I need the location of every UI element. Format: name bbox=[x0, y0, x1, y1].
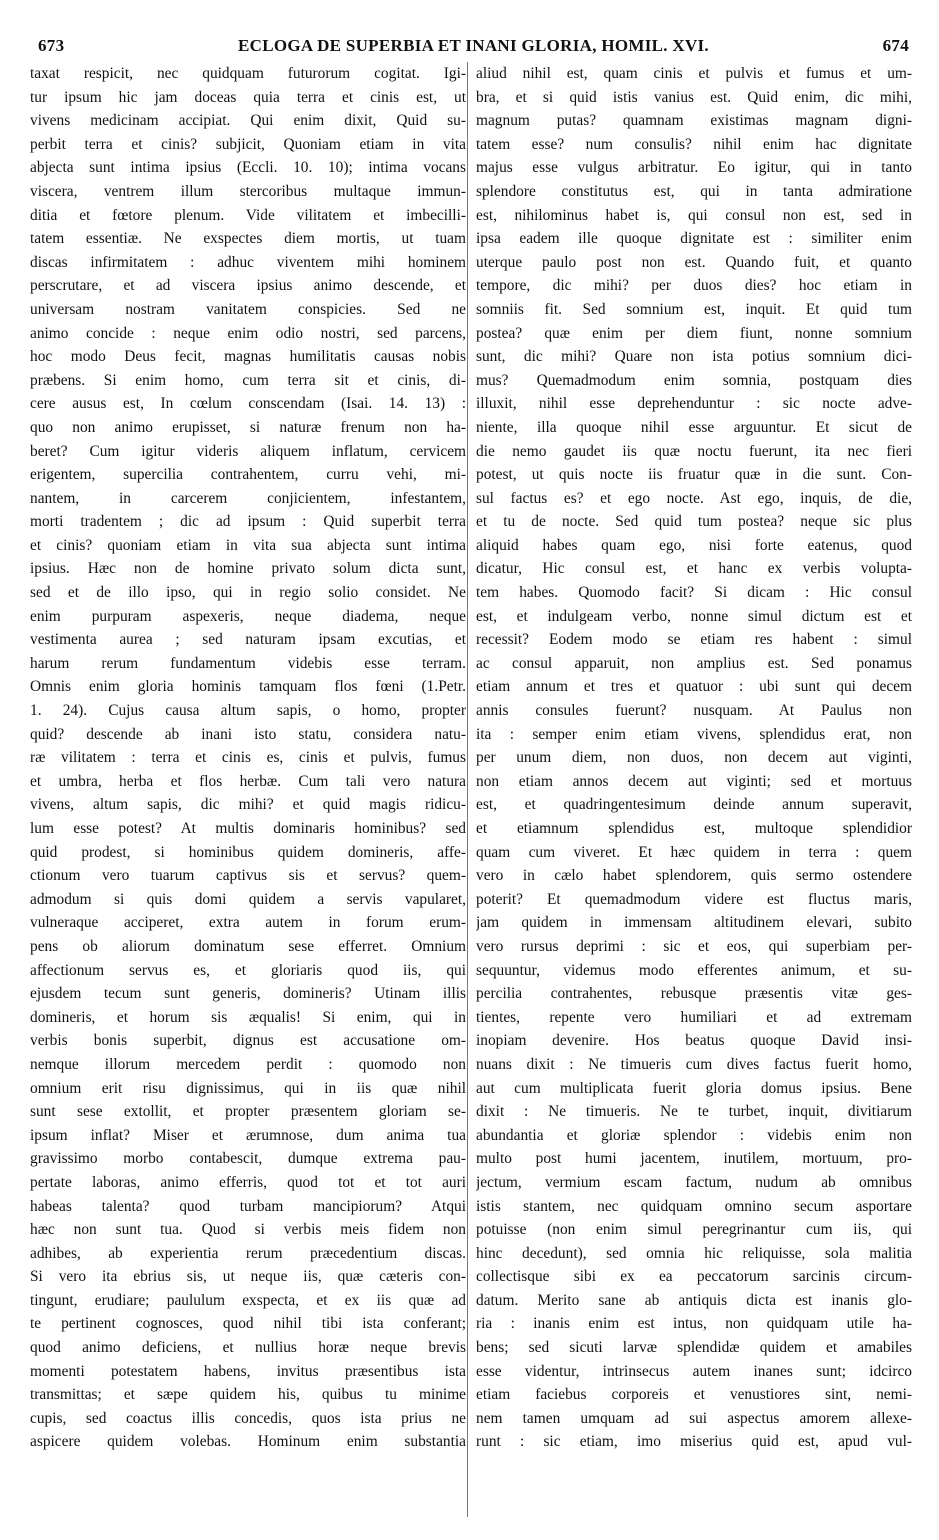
text-line: magnum putas? quamnam existimas magnam digni- bbox=[476, 112, 912, 130]
text-line: hoc modo Deus fecit, magnas humilitatis causas nobis bbox=[30, 348, 466, 366]
text-line: cere ausus est, In cœlum conscendam (Isai. 14. 13) : bbox=[30, 395, 466, 413]
text-line: datum. Merito sane ab antiquis dicta est inanis glo- bbox=[476, 1291, 912, 1309]
text-line: potuisse (non enim simul peregrinantur cum iis, qui bbox=[476, 1221, 912, 1239]
text-line: dixit : Ne timueris. Ne te turbet, inquit, divitiarum bbox=[476, 1103, 912, 1121]
text-line: gravissimo morbo contabescit, dumque extrema pau- bbox=[30, 1150, 466, 1168]
text-line: mus? Quemadmodum enim somnia, postquam dies bbox=[476, 371, 912, 389]
text-line: recessit? Eodem modo se etiam res habent : simul bbox=[476, 631, 912, 649]
text-line: percilia contrahentes, rebusque præsentis vitæ ges- bbox=[476, 985, 912, 1003]
text-line: poterit? Et quemadmodum videre est fluctus maris, bbox=[476, 890, 912, 908]
text-line: tempore, dic mihi? per duos dies? hoc etiam in bbox=[476, 277, 912, 295]
text-line: est, nihilominus habet is, qui consul non est, sed in bbox=[476, 206, 912, 224]
text-line: vivens medicinam accipiat. Qui enim dixit, Quid su- bbox=[30, 112, 466, 130]
text-line: taxat respicit, nec quidquam futurorum cogitat. Igi- bbox=[30, 65, 466, 82]
text-line: somniis fit. Sed somnium est, inquit. Et quid tum bbox=[476, 300, 912, 318]
text-line: non etiam annos decem aut viginti; sed et mortuus bbox=[476, 772, 912, 790]
column-divider bbox=[467, 62, 468, 1517]
text-line: hinc decedunt), sed omnia hic reliquisse, sola malitia bbox=[476, 1244, 912, 1262]
text-line: tatem essentiæ. Ne exspectes diem mortis, ut tuam bbox=[30, 230, 466, 248]
text-line: bra, et si quid istis vanius est. Quid enim, dic mihi, bbox=[476, 88, 912, 106]
text-line: istis stantem, nec quidquam omnino secum asportare bbox=[476, 1197, 912, 1215]
text-line: verbis bonis superbit, dignus est accusatione om- bbox=[30, 1032, 466, 1050]
text-line: dicatur, Hic consul est, et hanc ex verbis volupta- bbox=[476, 560, 912, 578]
text-line: Omnis enim gloria hominis tamquam flos fœni (1.Petr. bbox=[30, 678, 466, 696]
text-line: beret? Cum igitur videris aliquem inflatum, cervicem bbox=[30, 442, 466, 460]
text-line: est, et quadringentesimum deinde annum superavit, bbox=[476, 796, 912, 814]
text-line: habeas talenta? quod turbam mancipiorum? Atqui bbox=[30, 1197, 466, 1215]
text-line: morti tradentem ; dic ad ipsum : Quid superbit terra bbox=[30, 513, 466, 531]
left-column bbox=[30, 62, 466, 1522]
text-line: tingunt, erudiare; paululum exspecta, et ex iis quæ ad bbox=[30, 1291, 466, 1309]
text-line: vero in cælo habet splendorem, quis sermo ostendere bbox=[476, 867, 912, 885]
text-line: perbit terra et cinis? subjicit, Quoniam etiam in vita bbox=[30, 135, 466, 153]
text-line: pertate laboras, animo efferris, quod tot et tot auri bbox=[30, 1173, 466, 1191]
text-line: runt : sic etiam, imo miserius quid est, apud vul- bbox=[476, 1433, 912, 1451]
text-line: adhibes, ab experientia rerum præcedentium discas. bbox=[30, 1244, 466, 1262]
text-line: multo post humi jacentem, inutilem, mortuum, pro- bbox=[476, 1150, 912, 1168]
text-line: uterque paulo post non est. Quando fuit, et quanto bbox=[476, 253, 912, 271]
text-line: affectionum servus es, et gloriaris quod iis, qui bbox=[30, 961, 466, 979]
text-line: inopiam devenire. Hos beatus quoque David insi- bbox=[476, 1032, 912, 1050]
text-line: collectisque sibi ex ea peccatorum sarcinis circum- bbox=[476, 1268, 912, 1286]
text-line: tem habes. Quomodo facit? Si dicam : Hic consul bbox=[476, 584, 912, 602]
text-line: et umbra, herba et flos herbæ. Cum tali vero natura bbox=[30, 772, 466, 790]
text-line: vulneraque acciperet, extra autem in forum erum- bbox=[30, 914, 466, 932]
text-line: abundantia et gloriæ splendor : videbis enim non bbox=[476, 1126, 912, 1144]
text-line: etiam annum et tres et quatuor : ubi sunt qui decem bbox=[476, 678, 912, 696]
text-line: et tu de nocte. Sed quid tum postea? neque sic plus bbox=[476, 513, 912, 531]
text-line: viscera, ventrem illum stercoribus multaque immun- bbox=[30, 182, 466, 200]
text-line: et etiamnum splendidus est, multoque splendidior bbox=[476, 820, 912, 837]
text-line: universam nostram vanitatem conspicies. Sed ne bbox=[30, 300, 466, 318]
text-line: nantem, in carcerem conjicientem, infestantem, bbox=[30, 489, 466, 507]
text-line: aliquid habes quam ego, nisi forte eatenus, quod bbox=[476, 536, 912, 554]
text-line: sul factus es? et ego nocte. Ast ego, inquis, de die, bbox=[476, 489, 912, 507]
text-line: Si vero ita ebrius sis, ut neque iis, quæ cæteris con- bbox=[30, 1268, 466, 1286]
text-line: tatem esse? num consulis? nihil enim hac dignitate bbox=[476, 135, 912, 153]
text-line: ejusdem tecum sunt generis, domineris? Utinam illis bbox=[30, 985, 466, 1003]
text-line: lum esse potest? At multis dominaris hominibus? sed bbox=[30, 820, 466, 837]
text-line: ipsa eadem ille quoque dignitate est : similiter enim bbox=[476, 230, 912, 248]
text-line: die nemo gaudet iis quæ noctu fuerunt, ita nec fieri bbox=[476, 442, 912, 460]
text-line: quid prodest, si hominibus quidem domineris, affe- bbox=[30, 843, 466, 861]
text-line: quid? descende ab inani isto statu, considera natu- bbox=[30, 725, 466, 743]
text-line: sunt, dic mihi? Quare non ista potius somnium dici- bbox=[476, 348, 912, 366]
page-number-right: 674 bbox=[882, 36, 909, 55]
text-line: abjecta sunt intima ipsius (Eccli. 10. 10); intima vocans bbox=[30, 159, 466, 177]
text-line: ipsum inflat? Miser et ærumnose, dum anima tua bbox=[30, 1126, 466, 1144]
text-line: præbens. Si enim homo, cum terra sit et cinis, di- bbox=[30, 371, 466, 389]
text-line: illuxit, nihil esse deprehenduntur : sic nocte adve- bbox=[476, 395, 912, 413]
page-number-left: 673 bbox=[38, 36, 65, 55]
text-line: 1. 24). Cujus causa altum sapis, o homo, propter bbox=[30, 702, 466, 720]
text-line: admodum si quis domi quidem a servis vapularet, bbox=[30, 890, 466, 908]
text-line: ræ vilitatem : terra et cinis es, cinis et pulvis, fumus bbox=[30, 749, 466, 767]
text-line: quo non animo erupisset, si naturæ frenum non ha- bbox=[30, 418, 466, 436]
text-line: sunt sese extollit, et propter præsentem gloriam se- bbox=[30, 1103, 466, 1121]
text-line: ctionum vero tuarum captivus sis et servus? quem- bbox=[30, 867, 466, 885]
text-line: majus esse vulgus arbitratur. Eo igitur, qui in tanto bbox=[476, 159, 912, 177]
text-line: omnium erit risu dignissimus, qui in iis quæ nihil bbox=[30, 1079, 466, 1097]
text-line: aliud nihil est, quam cinis et pulvis et fumus et um- bbox=[476, 65, 912, 82]
text-line: domineris, et horum sis æqualis! Si enim, qui in bbox=[30, 1008, 466, 1026]
text-line: ipsius. Hæc non de homine privato solum dicta sunt, bbox=[30, 560, 466, 578]
text-line: niente, illa quoque nihil esse arguuntur. Et sicut de bbox=[476, 418, 912, 436]
text-line: enim purpuram aspexeris, neque diadema, neque bbox=[30, 607, 466, 625]
text-line: est, et indulgeam verbo, nonne simul dictum est et bbox=[476, 607, 912, 625]
text-line: tur ipsum hic jam doceas quia terra et cinis est, ut bbox=[30, 88, 466, 106]
text-line: et cinis? quoniam etiam in vita sua abjecta sunt intima bbox=[30, 536, 466, 554]
right-column bbox=[476, 62, 912, 1522]
text-line: harum rerum fundamentum videbis esse terram. bbox=[30, 654, 466, 672]
text-line: esse videntur, intrinsecus autem inanes sunt; idcirco bbox=[476, 1362, 912, 1380]
text-line: ac consul apparuit, non amplius est. Sed ponamus bbox=[476, 654, 912, 672]
text-line: ita : semper enim etiam vivens, splendidus erat, non bbox=[476, 725, 912, 743]
text-line: perscrutare, et ad viscera ipsius animo descende, et bbox=[30, 277, 466, 295]
text-line: annis consules fuerunt? nusquam. At Paulus non bbox=[476, 702, 912, 720]
text-line: sequuntur, videmus modo efferentes animum, et su- bbox=[476, 961, 912, 979]
text-line: animo concide : neque enim odio nostri, sed parcens, bbox=[30, 324, 466, 342]
text-line: quam cum viveret. Et hæc quidem in terra : quem bbox=[476, 843, 912, 861]
text-line: postea? quæ enim per diem fiunt, nonne somnium bbox=[476, 324, 912, 342]
text-line: vestimenta aurea ; sed naturam ipsam excutias, et bbox=[30, 631, 466, 649]
running-title: ECLOGA DE SUPERBIA ET INANI GLORIA, HOMIL. XVI. bbox=[238, 36, 709, 55]
text-line: per unum diem, non duos, non decem aut viginti, bbox=[476, 749, 912, 767]
text-line: etiam faciebus corporeis et venustiores sint, nemi- bbox=[476, 1386, 912, 1404]
text-line: ditia et fœtore plenum. Vide vilitatem et imbecilli- bbox=[30, 206, 466, 224]
text-line: jam quidem in immensam altitudinem elevari, subito bbox=[476, 914, 912, 932]
text-line: pens ob aliorum dominatum sese efferret. Omnium bbox=[30, 937, 466, 955]
text-line: vivens, altum sapis, dic mihi? et quid magis ridicu- bbox=[30, 796, 466, 814]
text-line: aut cum multiplicata fuerit gloria domus ipsius. Bene bbox=[476, 1079, 912, 1097]
text-line: ria : inanis enim est intus, non quidquam utile ha- bbox=[476, 1315, 912, 1333]
text-line: momenti potestatem habens, invitus præsentibus ista bbox=[30, 1362, 466, 1380]
text-line: vero rursus deprimi : sic et eos, qui superbiam per- bbox=[476, 937, 912, 955]
text-line: nem tamen umquam ad sui aspectus amorem allexe- bbox=[476, 1409, 912, 1427]
text-line: discas infirmitatem : adhuc viventem mihi hominem bbox=[30, 253, 466, 271]
text-line: hæc non sunt tua. Quod si verbis meis fidem non bbox=[30, 1221, 466, 1239]
text-line: transmittas; et sæpe quidem his, quibus tu minime bbox=[30, 1386, 466, 1404]
text-line: nuans dixit : Ne timueris cum dives factus fuerit homo, bbox=[476, 1055, 912, 1073]
text-line: quod animo deficiens, et nullius horæ neque brevis bbox=[30, 1339, 466, 1357]
text-line: tientes, repente vero humiliari et ad extremam bbox=[476, 1008, 912, 1026]
text-line: erigentem, supercilia contrahentem, curru vehi, mi- bbox=[30, 466, 466, 484]
text-line: jectum, vermium escam factum, nudum ab omnibus bbox=[476, 1173, 912, 1191]
text-line: nemque illorum mercedem perdit : quomodo non bbox=[30, 1055, 466, 1073]
text-line: bens; sed sicuti larvæ splendidæ quidem et amabiles bbox=[476, 1339, 912, 1357]
text-line: sed et de illo ipso, qui in regio solio considet. Ne bbox=[30, 584, 466, 602]
text-line: splendore constitutus est, qui in tanta admiratione bbox=[476, 182, 912, 200]
text-line: cupis, sed coactus illis concedis, quos ista prius ne bbox=[30, 1409, 466, 1427]
text-line: te pertinent cognosces, quod nihil tibi ista conferant; bbox=[30, 1315, 466, 1333]
running-header bbox=[38, 36, 909, 60]
text-line: aspicere quidem volebas. Hominum enim substantia bbox=[30, 1433, 466, 1451]
text-line: potest, ut quis nocte iis fruatur quæ in die sunt. Con- bbox=[476, 466, 912, 484]
